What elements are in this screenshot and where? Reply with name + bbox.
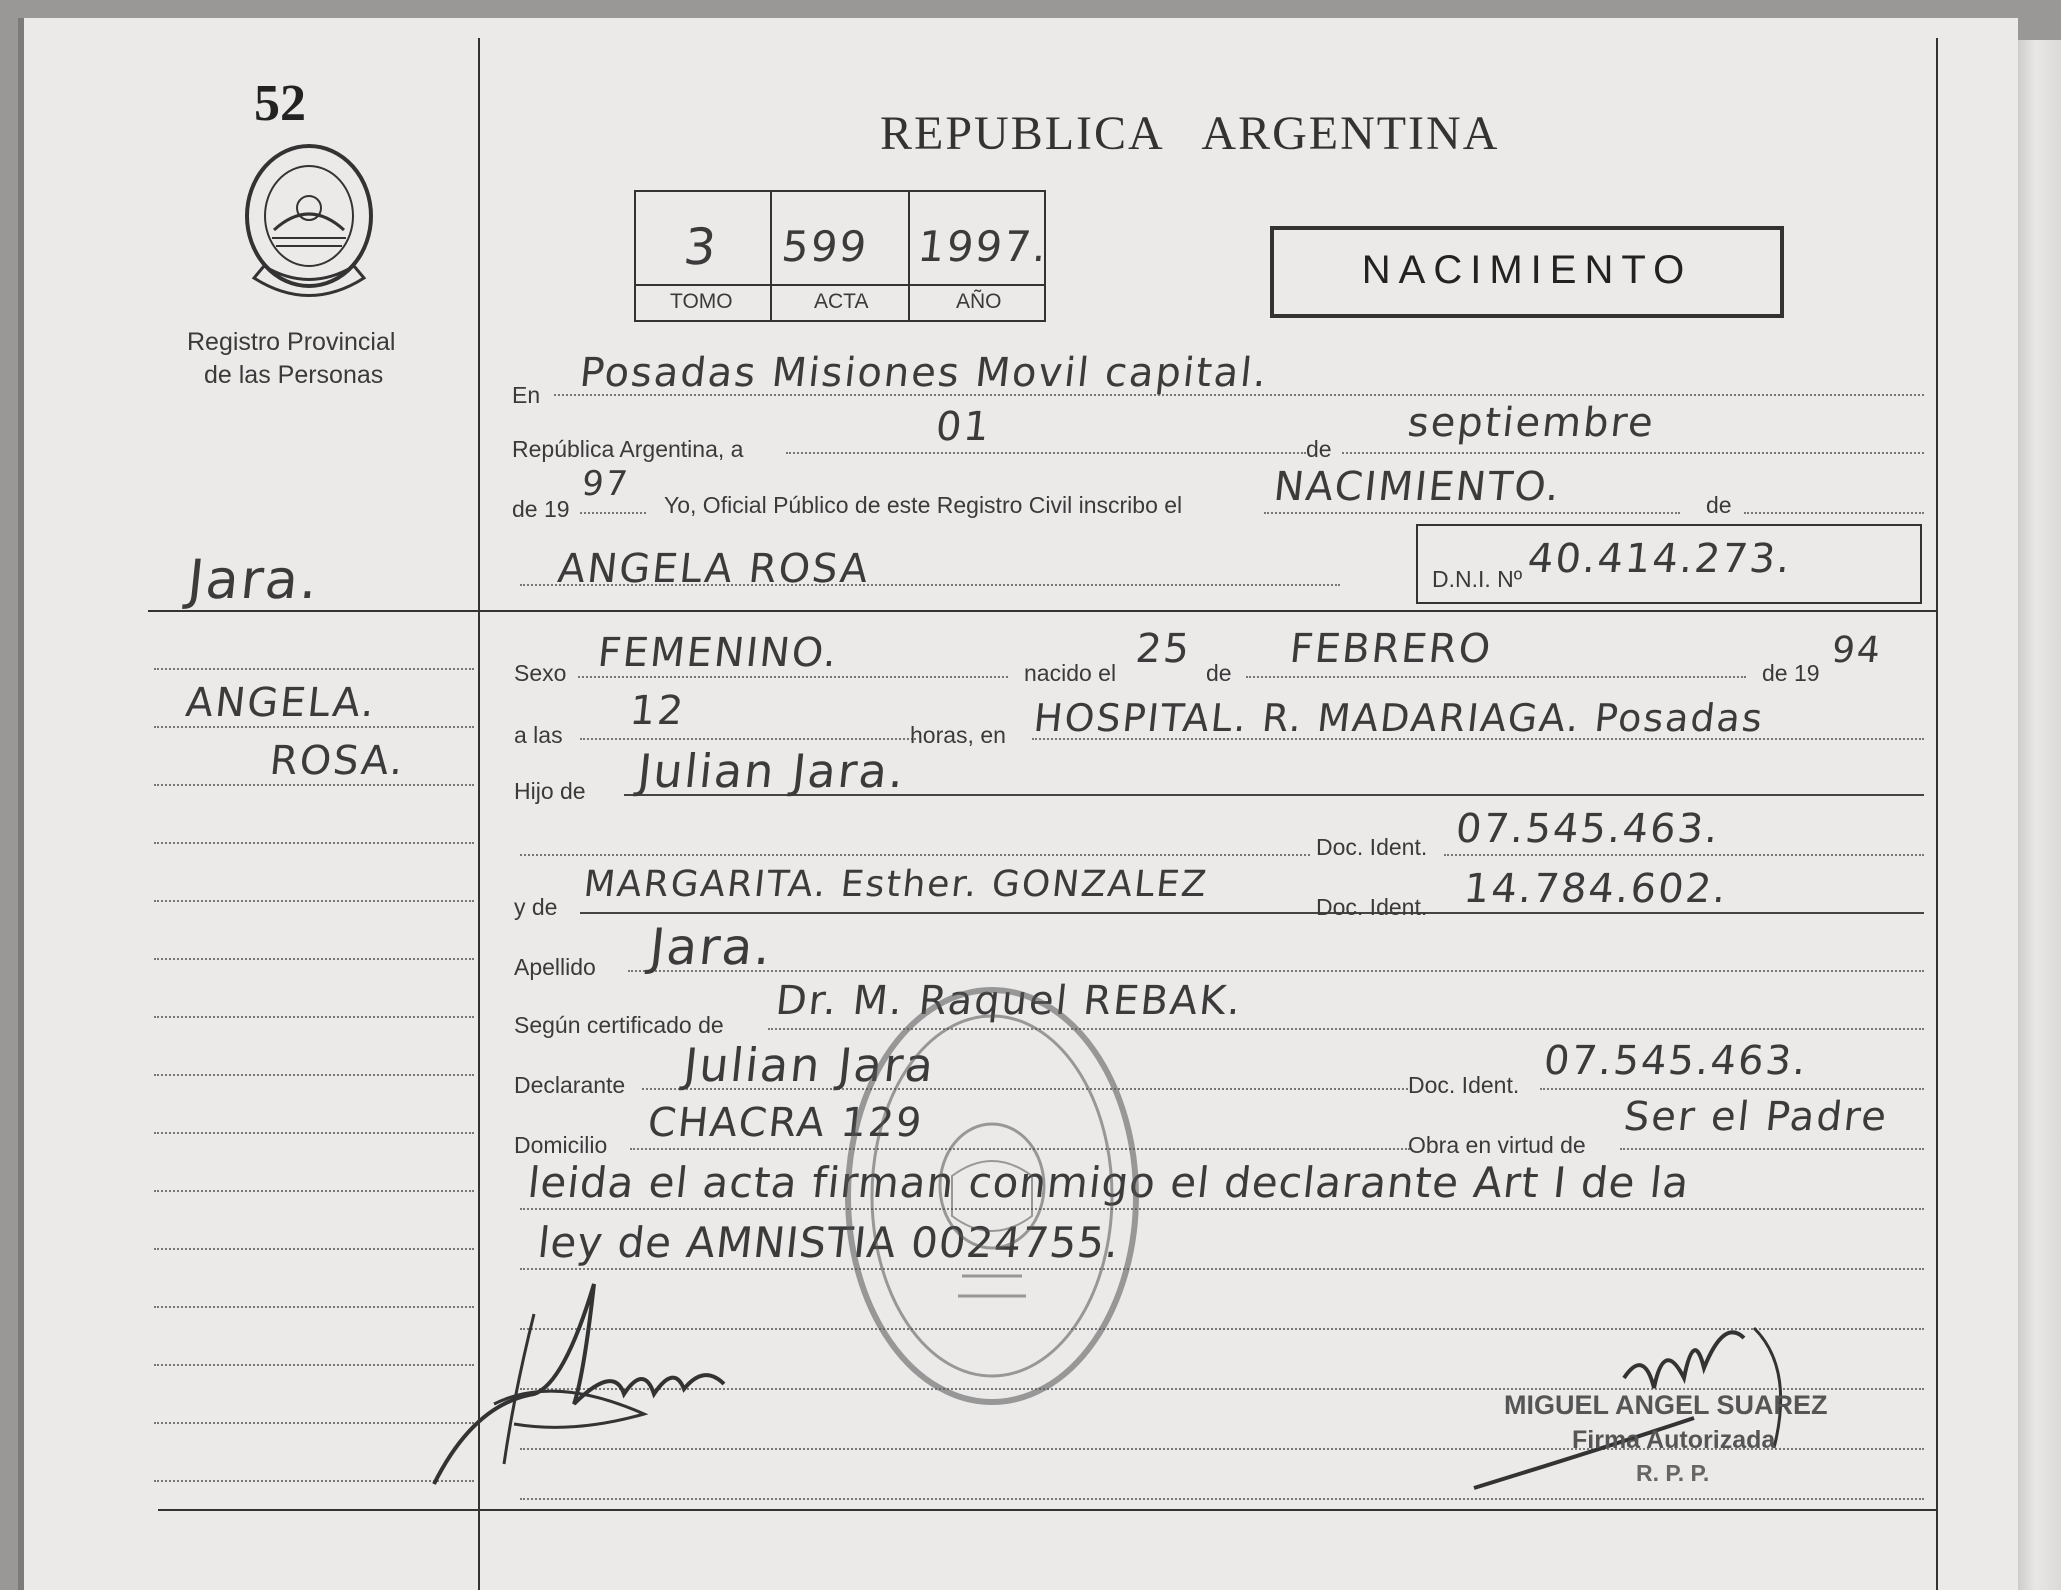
line-month [1342,452,1924,454]
year-suffix-value: 97 [579,464,632,504]
line-act-type [1264,512,1680,514]
record-box-divider [634,284,1046,286]
line-note-1 [520,1208,1924,1210]
margin-given-names-1: ANGELA. [183,680,379,726]
margin-line-11 [154,1248,474,1250]
label-hijo-de: Hijo de [514,778,586,804]
line-declarant-doc [1540,1088,1924,1090]
official-org: R. P. P. [1636,1460,1710,1486]
margin-line-3 [154,784,474,786]
label-republica-a: República Argentina, a [512,436,744,462]
country-title: REPUBLICA ARGENTINA [880,107,1500,160]
certificate-value: Dr. M. Raquel REBAK. [773,978,1245,1024]
declarant-value: Julian Jara [681,1038,938,1092]
label-y-de: y de [514,894,558,920]
margin-line-7 [154,1016,474,1018]
margin-line-1 [154,668,474,670]
place-value: Posadas Misiones Movil capital. [577,350,1271,396]
birth-hour-value: 12 [627,688,688,734]
note-line-1: leida el acta firman conmigo el declarante Art I de la [525,1158,1692,1207]
sex-value: FEMENINO. [595,630,841,676]
father-value: Julian Jara. [635,744,909,798]
label-de-birth-month: de [1206,660,1232,686]
mother-doc-value: 14.784.602. [1461,866,1731,912]
misiones-seal-emblem [234,138,384,308]
tomo-value: 3 [680,218,721,276]
official-name: MIGUEL ANGEL SUAREZ [1504,1390,1828,1420]
label-doc-ident-mother: Doc. Ident. [1316,894,1428,920]
margin-surname: Jara. [184,548,323,611]
line-surname [628,970,1924,972]
margin-line-10 [154,1190,474,1192]
label-domicilio: Domicilio [514,1132,608,1158]
official-title: Firma Autorizada [1572,1426,1776,1454]
label-de-19-birth: de 19 [1762,660,1820,686]
by-virtue-value: Ser el Padre [1621,1094,1891,1140]
tomo-label: TOMO [670,290,733,313]
page-number: 52 [254,75,306,132]
day-value: 01 [933,404,994,450]
label-sexo: Sexo [514,660,567,686]
note-line-2: ley de AMNISTIA 0024755. [535,1218,1123,1267]
header-divider [148,610,1938,612]
registry-name-line1: Registro Provincial [187,328,396,356]
birth-place-value: HOSPITAL. R. MADARIAGA. Posadas [1031,696,1767,740]
father-doc-value: 07.545.463. [1453,806,1723,852]
label-doc-ident-declarant: Doc. Ident. [1408,1072,1520,1098]
line-father-extra [520,854,1310,856]
label-a-las: a las [514,722,563,748]
act-type-value: NACIMIENTO. [1271,464,1564,510]
certificate-type: NACIMIENTO [1361,248,1693,292]
label-en: En [512,382,541,408]
anio-value: 1997. [915,222,1051,271]
birth-month-value: FEBRERO [1287,626,1495,672]
domicile-value: CHACRA 129 [645,1100,926,1146]
label-yo-oficial: Yo, Oficial Público de este Registro Civil inscribo el [664,492,1183,518]
surname-value: Jara. [646,918,776,976]
label-declarante: Declarante [514,1072,626,1098]
name-value: ANGELA ROSA [555,546,873,592]
label-de-after-act: de [1706,492,1732,518]
dni-value: 40.414.273. [1525,536,1795,582]
line-birth-month [1246,676,1746,678]
label-de-month: de [1306,436,1332,462]
margin-line-4 [154,842,474,844]
footer-divider [158,1509,1938,1511]
mother-value: MARGARITA. Esther. GONZALEZ [581,864,1210,905]
line-hour [580,738,916,740]
margin-line-2 [154,726,474,728]
line-year [580,512,646,514]
line-father-doc [1444,854,1924,856]
anio-label: AÑO [956,290,1002,313]
label-horas-en: horas, en [910,722,1006,748]
label-doc-ident-father: Doc. Ident. [1316,834,1428,860]
margin-line-6 [154,958,474,960]
acta-value: 599 [779,222,871,271]
label-apellido: Apellido [514,954,596,980]
margin-line-5 [154,900,474,902]
month-value: septiembre [1405,400,1658,446]
label-obra-en-virtud: Obra en virtud de [1408,1132,1586,1158]
declarant-doc-value: 07.545.463. [1541,1038,1811,1084]
line-de-after-act [1744,512,1924,514]
line-by-virtue [1620,1148,1924,1150]
birth-day-value: 25 [1133,626,1194,672]
acta-label: ACTA [814,290,869,313]
line-sex [578,676,1008,678]
margin-line-8 [154,1074,474,1076]
declarant-signature [414,1254,754,1494]
birth-year-value: 94 [1829,630,1884,671]
label-de-19: de 19 [512,496,570,522]
label-nacido-el: nacido el [1024,660,1117,686]
line-mother [580,912,1924,914]
page-edge [2018,40,2061,1590]
margin-given-names-2: ROSA. [267,738,408,784]
registry-name-line2: de las Personas [204,361,384,389]
label-segun-certificado: Según certificado de [514,1012,724,1038]
official-stamp [832,976,1152,1416]
line-day [786,452,1306,454]
right-border [1936,38,1938,1590]
birth-certificate-page [18,18,2018,1590]
margin-line-9 [154,1132,474,1134]
label-dni: D.N.I. Nº [1432,566,1523,592]
